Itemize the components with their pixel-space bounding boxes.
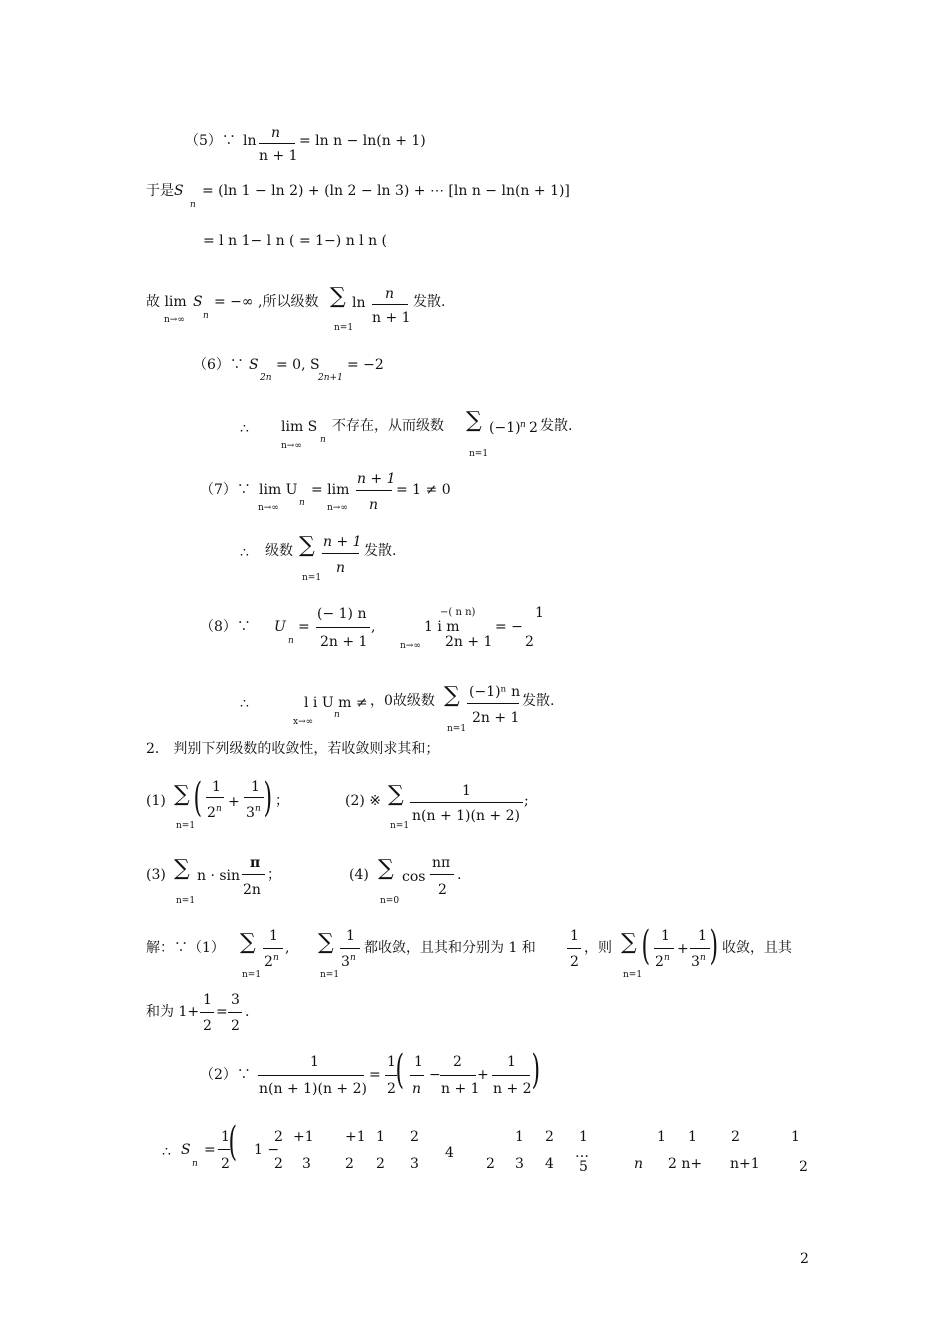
sol-f4-num: 1	[698, 928, 707, 944]
p7-sigma: ∑	[299, 533, 315, 558]
q2-heading: 2． 判别下列级数的收敛性，若收敛则求其和；	[146, 741, 440, 757]
p8-limU: l i U m ≠	[304, 695, 368, 711]
p7-divergent: 发散.	[364, 543, 397, 559]
q2-item1-sigma-sub: n=1	[176, 821, 196, 831]
q2-item4-bar	[430, 874, 454, 875]
sn-therefore: ∴	[162, 1144, 171, 1160]
sol-he-eq: =	[216, 1004, 228, 1020]
sol-he-res-num: 3	[231, 992, 240, 1008]
sn-lparen: (	[228, 1119, 238, 1165]
p8-sub-n: n	[288, 636, 294, 646]
sol-text3: 收敛，且其	[722, 940, 792, 956]
sol2-b-num: 2	[453, 1054, 462, 1070]
p7-therefore: ∴	[240, 545, 249, 561]
p5-sigma-sub: n=1	[334, 323, 354, 333]
sol-f4-sup: n	[700, 953, 706, 963]
sol-f4-bar	[690, 948, 710, 949]
sol2-num: 1	[310, 1054, 319, 1070]
p5-fraction-bar2	[372, 304, 408, 305]
p5-ln: ln	[243, 133, 257, 149]
sol2-c-den: n + 2	[493, 1081, 532, 1097]
q2-item3-den: 2n	[243, 882, 261, 898]
sol-f3-den: 2	[655, 954, 664, 970]
sn-eq: =	[204, 1142, 216, 1158]
sn-t10-den: 5	[579, 1159, 588, 1175]
p7-num: n + 1	[357, 471, 396, 487]
sol-f1-num: 1	[269, 928, 278, 944]
p8-text: ，0故级数	[370, 693, 435, 709]
sol2-half-num: 1	[387, 1054, 396, 1070]
sol2-minus: −	[429, 1067, 441, 1083]
sn-t5-num: 2	[410, 1129, 419, 1145]
sol-f3-num: 1	[661, 928, 670, 944]
p5-result: = −∞ ,所以级数	[214, 294, 319, 310]
p6-divergent: 发散.	[540, 418, 573, 434]
p6-therefore: ∴	[240, 421, 249, 437]
sol2-eq: =	[369, 1067, 381, 1083]
q2-item3-semi: ；	[267, 867, 281, 883]
p6-S: S	[249, 357, 259, 373]
p8-sigma-sub: n=1	[447, 724, 467, 734]
p7-label: （7）∵	[200, 482, 251, 498]
sol-f1-bar	[263, 948, 283, 949]
sn-t7-den: 2	[486, 1156, 495, 1172]
p6-term2: 2	[529, 420, 538, 436]
sol2-a-den: n	[412, 1081, 422, 1097]
sol-half-num: 1	[570, 928, 579, 944]
p8-lim-den: 2n + 1	[445, 634, 493, 650]
sol2-rparen: )	[531, 1047, 541, 1093]
p5-rhs: = ln n − ln(n + 1)	[299, 133, 426, 149]
p7-lim-sub: n→∞	[258, 503, 279, 513]
q2-item1-sup1: n	[216, 804, 222, 814]
sol2-lparen: (	[395, 1047, 405, 1093]
sn-S: S	[181, 1142, 191, 1158]
q2-item4-label: (4)	[349, 867, 369, 883]
p8-divergent: 发散.	[522, 693, 555, 709]
q2-item1-sigma: ∑	[174, 782, 190, 807]
p6-sup-n: n	[520, 420, 526, 430]
sol-half-den: 2	[570, 954, 579, 970]
q2-item4-sigma: ∑	[378, 856, 394, 881]
p6-mid: = 0, S	[276, 357, 320, 373]
sn-t5-den: 3	[410, 1156, 419, 1172]
q2-item3-sigma-sub: n=1	[176, 896, 196, 906]
sol2-b-bar	[440, 1075, 476, 1076]
p8-num2: (−1)ⁿ n	[469, 684, 521, 700]
p6-sub2: 2n+1	[318, 373, 343, 383]
p5-yushi: 于是	[146, 183, 174, 199]
sn-t13-den: 2 n+	[668, 1156, 703, 1172]
p7-fraction-bar2	[322, 553, 359, 554]
p8-fraction-bar	[316, 627, 370, 628]
p6-sigma: ∑	[466, 408, 482, 433]
p8-eq: =	[298, 619, 310, 635]
sol-sigma3: ∑	[621, 930, 637, 955]
p6-lim-sub: n→∞	[281, 441, 302, 451]
p5-S2: S	[193, 294, 203, 310]
sol-sigma2-sub: n=1	[320, 970, 340, 980]
sol-he-half-den: 2	[203, 1018, 212, 1034]
p5-lim-sub: n→∞	[164, 315, 185, 325]
p5-num2: n	[385, 286, 395, 302]
p8-lim-sub: n→∞	[400, 641, 421, 651]
q2-item4-npi: nπ	[432, 855, 451, 871]
q2-item2-sigma: ∑	[388, 782, 404, 807]
sol-text2: ，则	[584, 940, 612, 956]
sol-he: 和为 1+	[146, 1004, 200, 1020]
p5-divergent: 发散.	[413, 294, 446, 310]
sol-f2-den: 3	[341, 954, 350, 970]
sol-sigma1-sub: n=1	[242, 970, 262, 980]
sol-plus: +	[677, 941, 689, 957]
sn-t9-den: 4	[545, 1156, 554, 1172]
sn-t14-den: n+1	[730, 1156, 760, 1172]
sol-he-period: .	[245, 1004, 250, 1020]
p8-num: (− 1) n	[317, 606, 367, 622]
p6-text: 不存在，从而级数	[332, 418, 444, 434]
sol-f1-sup: n	[273, 953, 279, 963]
sol-he-half-num: 1	[203, 992, 212, 1008]
p5-sub-n: n	[190, 200, 196, 210]
q2-item1-bar1	[206, 797, 224, 798]
q2-item3-label: (3)	[146, 867, 166, 883]
p8-den2: 2n + 1	[472, 710, 520, 726]
p7-rhs: = 1 ≠ 0	[396, 482, 451, 498]
p5-S: S	[174, 183, 184, 199]
p5-sum-expr: = (ln 1 − ln 2) + (ln 2 − ln 3) + ⋯ [ln n − ln(n + 1)]	[202, 183, 570, 199]
sol2-a-num: 1	[414, 1054, 423, 1070]
p7-den2: n	[336, 560, 346, 576]
sol2-c-bar	[492, 1075, 530, 1076]
p5-num: n	[271, 125, 281, 141]
q2-item1-rparen: )	[263, 775, 273, 821]
p7-lim-sub2: n→∞	[327, 503, 348, 513]
sol-f2-bar	[340, 948, 360, 949]
sn-sub: n	[192, 1159, 198, 1169]
p8-comma: ,	[371, 619, 376, 635]
p7-lim: lim U	[259, 482, 298, 498]
sn-t2-num: +1	[293, 1129, 314, 1145]
sol-he-res-bar	[228, 1012, 242, 1013]
q2-item2-den: n(n + 1)(n + 2)	[412, 808, 520, 824]
sn-t4-den: 2	[376, 1156, 385, 1172]
p7-sub-n: n	[299, 498, 305, 508]
p7-series: 级数	[265, 543, 293, 559]
sol-rparen: )	[709, 923, 719, 969]
p6-sub1: 2n	[260, 373, 272, 383]
sol2-bar	[258, 1075, 364, 1076]
sn-t9-num: 2	[545, 1129, 554, 1145]
q2-item2-label: (2) ※	[345, 793, 382, 809]
sn-half-den: 2	[221, 1156, 230, 1172]
sn-ellipsis: …	[575, 1145, 589, 1161]
q2-item1-den2: 3	[246, 805, 255, 821]
sn-t1-num: 2	[274, 1129, 283, 1145]
p7-fraction-bar	[356, 490, 392, 491]
q2-item3-sigma: ∑	[174, 856, 190, 881]
sol-f3-sup: n	[664, 953, 670, 963]
q2-item1-num1: 1	[212, 779, 221, 795]
sol2-label: （2）∵	[200, 1067, 251, 1083]
sol-f3-bar	[654, 948, 674, 949]
q2-item1-den1: 2	[207, 805, 216, 821]
p5-den2: n + 1	[372, 310, 411, 326]
p5-ln2: ln	[352, 295, 366, 311]
sn-t14-num: 2	[731, 1129, 740, 1145]
sn-big: 1 −	[254, 1142, 280, 1158]
sn-t13-num: 1	[688, 1129, 697, 1145]
sn-t3-num: +1	[345, 1129, 366, 1145]
q2-item4-period: .	[457, 867, 462, 883]
q2-item2-semi: ;	[524, 793, 529, 809]
sol2-a-bar	[410, 1075, 424, 1076]
q2-item2-bar	[410, 802, 523, 803]
p6-term: (−1)	[489, 420, 521, 436]
sol-comma: ,	[285, 940, 290, 956]
sol-sigma2: ∑	[318, 930, 334, 955]
q2-item2-sigma-sub: n=1	[390, 821, 410, 831]
sol2-half-den: 2	[387, 1081, 396, 1097]
sol-text1: 都收敛，且其和分别为 1 和	[364, 940, 536, 956]
sol2-den: n(n + 1)(n + 2)	[259, 1081, 367, 1097]
sol2-plus: +	[477, 1067, 489, 1083]
p7-eq: = lim	[311, 482, 350, 498]
sol-half-bar	[567, 948, 581, 949]
sn-t6: 4	[445, 1145, 454, 1161]
sn-t4-num: 1	[376, 1129, 385, 1145]
sn-t12-num: 1	[657, 1129, 666, 1145]
sol-f2-num: 1	[346, 928, 355, 944]
p5-label: （5）∵	[185, 133, 236, 149]
p5-sigma: ∑	[330, 284, 346, 309]
q2-item2-num: 1	[462, 783, 471, 799]
p5-gu-lim: 故 lim	[146, 294, 187, 310]
p8-eq2: = −	[495, 619, 523, 635]
sn-t15-num: 1	[791, 1129, 800, 1145]
sol-sigma1: ∑	[240, 930, 256, 955]
p8-therefore: ∴	[240, 696, 249, 712]
p8-label: （8）∵	[200, 619, 251, 635]
p8-sub-n2: n	[334, 710, 340, 720]
sol2-b-den: n + 1	[441, 1081, 480, 1097]
p7-den: n	[369, 497, 379, 513]
p7-num2: n + 1	[323, 534, 362, 550]
p6-sigma-sub: n=1	[469, 449, 489, 459]
p8-lim-num: −( n n)	[440, 607, 476, 618]
sn-t1-den: 2	[274, 1156, 283, 1172]
q2-item1-lparen: (	[193, 775, 203, 821]
page-number: 2	[800, 1251, 809, 1267]
q2-item1-sup2: n	[255, 804, 261, 814]
p8-half-den: 2	[525, 634, 534, 650]
sn-t10-num: 1	[579, 1129, 588, 1145]
q2-item1-num2: 1	[251, 779, 260, 795]
p6-label: （6）∵	[193, 357, 244, 373]
p6-rhs: = −2	[347, 357, 384, 373]
p8-fraction-bar2	[467, 703, 519, 704]
sn-t8-num: 1	[515, 1129, 524, 1145]
sn-t8-den: 3	[515, 1156, 524, 1172]
p5-garbled-line: = l n 1− l n ( = 1−) n l n (	[203, 233, 388, 249]
p7-sigma-sub: n=1	[302, 573, 322, 583]
p6-sub-n: n	[320, 435, 326, 445]
p8-half-num: 1	[535, 605, 544, 621]
q2-item1-label: (1)	[146, 793, 166, 809]
sol-he-half-bar	[200, 1012, 214, 1013]
p8-lim: 1 i m	[424, 619, 460, 635]
q2-item4-sigma-sub: n=0	[380, 896, 400, 906]
q2-item3-nsin: n · sin	[197, 868, 241, 884]
sol-he-res-den: 2	[231, 1018, 240, 1034]
q2-item1-bar2	[244, 797, 264, 798]
p8-U: U	[274, 619, 286, 635]
q2-item3-pi: π	[250, 855, 261, 871]
sn-t3-den: 2	[345, 1156, 354, 1172]
q2-item3-bar	[242, 874, 265, 875]
q2-item1-plus: +	[228, 794, 240, 810]
q2-item4-den: 2	[438, 882, 447, 898]
q2-item1-semi: ；	[275, 793, 289, 809]
sn-t15-den: 2	[799, 1159, 808, 1175]
sol-f2-sup: n	[350, 953, 356, 963]
p5-den: n + 1	[259, 148, 298, 164]
sol-jie: 解：∵（1）	[146, 940, 225, 956]
p6-lim: lim S	[281, 419, 318, 435]
p8-sigma: ∑	[444, 683, 460, 708]
p8-den: 2n + 1	[320, 634, 368, 650]
sn-t11-den: n	[634, 1156, 644, 1172]
p5-sub-n2: n	[203, 311, 209, 321]
sol-f4-den: 3	[691, 954, 700, 970]
q2-item4-cos: cos	[402, 869, 426, 885]
sn-t2-den: 3	[302, 1156, 311, 1172]
sol2-c-num: 1	[507, 1054, 516, 1070]
sn-half-num: 1	[221, 1129, 230, 1145]
p5-fraction-bar	[259, 143, 295, 144]
sol-sigma3-sub: n=1	[623, 970, 643, 980]
sol-lparen: (	[641, 923, 651, 969]
sol-f1-den: 2	[264, 954, 273, 970]
p8-lim-sub2: x→∞	[293, 717, 314, 727]
